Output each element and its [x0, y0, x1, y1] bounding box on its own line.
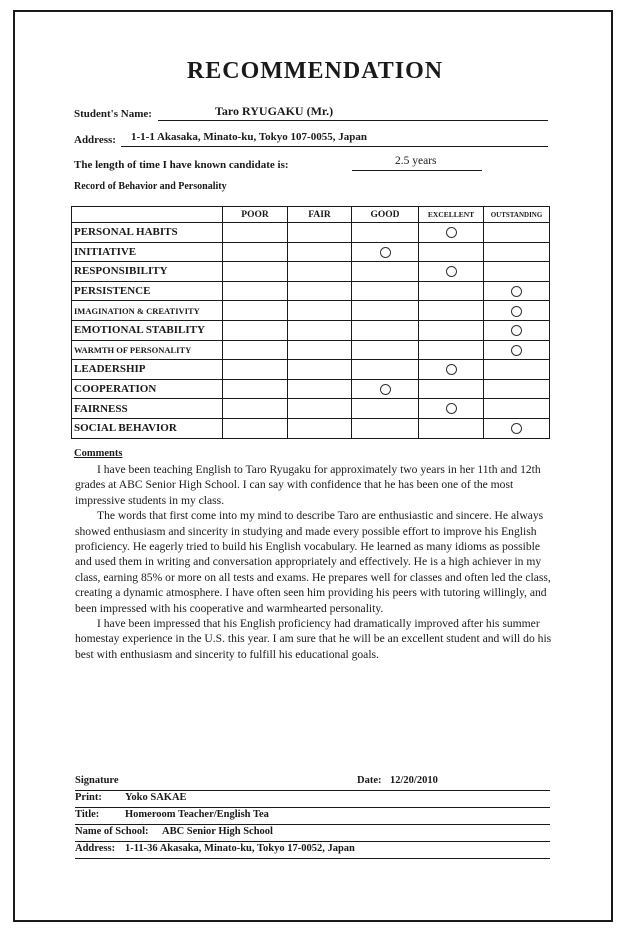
document-title: RECOMMENDATION	[186, 58, 444, 84]
rating-circle-mark	[446, 227, 457, 238]
length-underline	[352, 170, 482, 171]
table-row	[72, 399, 550, 419]
rating-cell	[352, 223, 419, 243]
table-header-trait	[72, 207, 223, 223]
rating-cell	[484, 320, 550, 340]
trait-label: COOPERATION	[72, 379, 223, 399]
address-value: 1-1-1 Akasaka, Minato-ku, Tokyo 107-0055, Japan	[131, 131, 367, 143]
signer-address-row	[75, 843, 550, 859]
rating-cell	[288, 340, 352, 360]
behavior-table	[71, 206, 550, 439]
title-value: Homeroom Teacher/English Tea	[125, 809, 269, 820]
rating-cell	[484, 242, 550, 262]
print-label: Print:	[75, 792, 102, 803]
table-row	[72, 281, 550, 301]
rating-cell	[352, 281, 419, 301]
rating-circle-mark	[511, 345, 522, 356]
rating-cell	[223, 262, 288, 282]
rating-cell	[223, 418, 288, 438]
column-header: GOOD	[352, 207, 419, 223]
address-label: Address:	[74, 134, 116, 146]
trait-label: PERSISTENCE	[72, 281, 223, 301]
table-row	[72, 223, 550, 243]
trait-label: RESPONSIBILITY	[72, 262, 223, 282]
rating-cell	[352, 320, 419, 340]
print-value: Yoko SAKAE	[125, 792, 187, 803]
rating-circle-mark	[446, 364, 457, 375]
table-row	[72, 360, 550, 380]
rating-cell	[288, 262, 352, 282]
rating-cell	[288, 379, 352, 399]
rating-cell	[419, 301, 484, 321]
rating-cell	[352, 301, 419, 321]
student-name-label: Student's Name:	[74, 108, 152, 120]
title-row	[75, 809, 550, 825]
rating-cell	[223, 281, 288, 301]
signer-address-label: Address:	[75, 843, 116, 854]
rating-circle-mark	[511, 286, 522, 297]
student-name-underline	[158, 120, 548, 121]
trait-label: PERSONAL HABITS	[72, 223, 223, 243]
signature-row	[75, 775, 550, 791]
rating-cell	[352, 360, 419, 380]
student-name-value: Taro RYUGAKU (Mr.)	[215, 104, 334, 118]
address-underline	[121, 146, 548, 147]
rating-cell	[223, 360, 288, 380]
rating-cell	[223, 379, 288, 399]
rating-cell	[484, 340, 550, 360]
table-row	[72, 379, 550, 399]
comments-body	[75, 462, 553, 662]
table-row	[72, 262, 550, 282]
rating-cell	[352, 262, 419, 282]
rating-cell	[419, 320, 484, 340]
comment-paragraph: The words that first come into my mind to describe Taro are enthusiastic and sincere. He always showed enthusiasm and sincerity in studying and made every possible effort to improve his English proficiency. He eagerly tried to build his English vocabulary. He learned as many idioms as possible and used them in writing and conversation appropriately and effectively. He is a high achiever in my class, earning 85% or more on all tests and exams. He prepares well for classes and often led the class, creating a dynamic atmosphere. I have often seen him providing his peers with tutoring willingly, and been impressed with his cooperative and warmhearted personality.	[75, 509, 551, 615]
trait-label: WARMTH OF PERSONALITY	[72, 340, 223, 360]
rating-cell	[419, 399, 484, 419]
trait-label: IMAGINATION & CREATIVITY	[72, 301, 223, 321]
rating-cell	[288, 301, 352, 321]
column-header: OUTSTANDING	[484, 207, 550, 223]
rating-cell	[419, 418, 484, 438]
rating-cell	[419, 360, 484, 380]
rating-cell	[288, 320, 352, 340]
rating-cell	[288, 242, 352, 262]
trait-label: FAIRNESS	[72, 399, 223, 419]
rating-cell	[288, 360, 352, 380]
rating-cell	[484, 281, 550, 301]
rating-cell	[288, 223, 352, 243]
table-row	[72, 340, 550, 360]
trait-label: LEADERSHIP	[72, 360, 223, 380]
comment-paragraph: I have been teaching English to Taro Ryugaku for approximately two years in her 11th and 12th grades at ABC Senior High School. I can say with confidence that he has been one of the most impressive students in my class.	[75, 463, 541, 507]
comments-heading: Comments	[74, 448, 123, 459]
length-label: The length of time I have known candidate is:	[74, 159, 289, 171]
school-label: Name of School:	[75, 826, 149, 837]
rating-cell	[419, 281, 484, 301]
title-label: Title:	[75, 809, 100, 820]
signature-label: Signature	[75, 775, 119, 786]
rating-cell	[223, 340, 288, 360]
comment-paragraph: I have been impressed that his English proficiency had dramatically improved after his summer homestay experience in the U.S. this year. I am sure that he will be an excellent student and will do his best with enthusiasm and sincerity to fulfill his educational goals.	[75, 617, 552, 661]
rating-cell	[419, 223, 484, 243]
rating-cell	[223, 301, 288, 321]
school-row	[75, 826, 550, 842]
rating-cell	[484, 360, 550, 380]
rating-circle-mark	[380, 247, 391, 258]
rating-cell	[223, 399, 288, 419]
rating-cell	[484, 301, 550, 321]
table-row	[72, 418, 550, 438]
trait-label: EMOTIONAL STABILITY	[72, 320, 223, 340]
date-label: Date:	[357, 775, 382, 786]
rating-cell	[419, 340, 484, 360]
record-heading: Record of Behavior and Personality	[74, 181, 227, 192]
rating-cell	[288, 399, 352, 419]
rating-circle-mark	[446, 266, 457, 277]
rating-circle-mark	[446, 403, 457, 414]
rating-cell	[352, 418, 419, 438]
rating-cell	[223, 320, 288, 340]
table-header-row	[72, 207, 550, 223]
date-value: 12/20/2010	[390, 775, 438, 786]
column-header: POOR	[223, 207, 288, 223]
trait-label: SOCIAL BEHAVIOR	[72, 418, 223, 438]
signer-address-value: 1-11-36 Akasaka, Minato-ku, Tokyo 17-0052, Japan	[125, 843, 355, 854]
rating-cell	[288, 418, 352, 438]
rating-cell	[223, 223, 288, 243]
table-row	[72, 242, 550, 262]
rating-circle-mark	[511, 423, 522, 434]
rating-circle-mark	[511, 325, 522, 336]
rating-cell	[352, 399, 419, 419]
rating-cell	[223, 242, 288, 262]
rating-cell	[419, 379, 484, 399]
rating-cell	[352, 379, 419, 399]
column-header: FAIR	[288, 207, 352, 223]
rating-cell	[484, 399, 550, 419]
column-header: EXCELLENT	[419, 207, 484, 223]
rating-circle-mark	[511, 306, 522, 317]
print-row	[75, 792, 550, 808]
rating-cell	[484, 418, 550, 438]
rating-cell	[484, 379, 550, 399]
trait-label: INITIATIVE	[72, 242, 223, 262]
rating-cell	[484, 262, 550, 282]
rating-cell	[419, 242, 484, 262]
table-row	[72, 320, 550, 340]
rating-circle-mark	[380, 384, 391, 395]
table-row	[72, 301, 550, 321]
rating-cell	[288, 281, 352, 301]
length-value: 2.5 years	[395, 155, 437, 167]
rating-cell	[352, 242, 419, 262]
rating-cell	[352, 340, 419, 360]
rating-cell	[484, 223, 550, 243]
school-value: ABC Senior High School	[162, 826, 273, 837]
rating-cell	[419, 262, 484, 282]
